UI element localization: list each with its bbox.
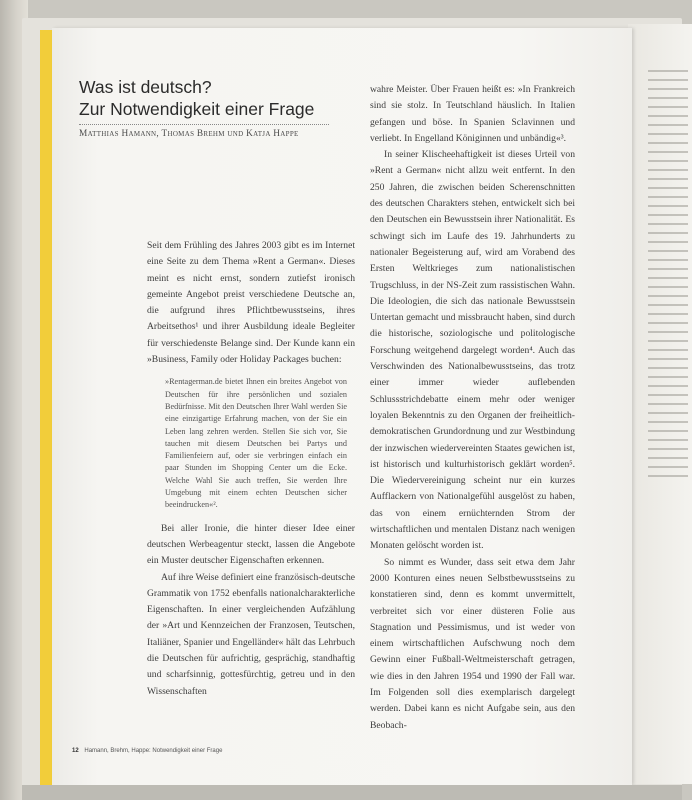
paragraph: In seiner Klischeehaftigkeit ist dieses Urteil von »Rent a German« nicht allzu weit entfernt. In den 250 Jahren, die zwischen beiden Scherenschnitten des deutschen Charakters stehen, entwickelt sich bei den Deutschen ein Bewusstsein ihrer Nationalität. Es schwingt sich im Laufe des 19. Jahrhunderts zu nationaler Begeisterung auf, wird am Vorabend des Ersten Weltkrieges zum nationalistischen Trugschluss, in der NS-Zeit zum rassistischen Wahn. Die Ideologien, die sich das nationale Bewusstsein Untertan gemacht und missbraucht haben, sind durch die historische, soziologische und politologische Forschung weitgehend dargelegt worden⁴. Auch das Verschwinden des Nationalbewusstseins, das trotz einer immer wieder auflebenden Schlussstrichdebatte einem mehr oder weniger loyalen Bekenntnis zu den Organen der freiheitlich-demokratischen Grundordnung und zur Westbindung der inzwischen wiedervereinten Staates gewichen ist, ist historisch und kulturhistorisch geklärt worden⁵. Die Wiedervereinigung scheint nur ein kurzes Aufflackern von Nationalgefühl ausgelöst zu haben, das von einem ernüchternden Strom der wirtschaftlichen und mentalen Distanz nach wenigen Monaten gelöscht worden ist. <box>370 149 575 552</box>
yellow-bookmark-strip <box>40 30 52 785</box>
facing-page-edge <box>628 24 692 784</box>
paragraph: Bei aller Ironie, die hinter dieser Idee einer deutschen Werbeagentur steckt, lassen die Angebote ein Muster deutscher Eigenschaften erkennen. <box>147 522 355 567</box>
paragraph: wahre Meister. Über Frauen heißt es: »In Frankreich sind sie stolz. In Teutschland häuslich. In Italien gefangen und böse. In Spanien Sclavinnen und verliebt. In Engelland Königinnen und unbändig«³. <box>370 84 575 144</box>
page-number: 12 <box>72 748 79 754</box>
page-footer <box>72 748 222 754</box>
book-bottom-edge <box>22 785 682 800</box>
left-column <box>147 238 355 700</box>
book-page <box>52 28 632 785</box>
block-quote: »Rentagerman.de bietet Ihnen ein breites Angebot von Deutschen für ihre persönlichen und sozialen Bedürfnisse. Mit den Deutschen Ihrer Wahl werden Sie eine einzigartige Erfahrung machen, von der Sie ein Leben lang zehren werden. Stellen Sie sich vor, Sie tauchen mit diesem Deutschen bei Partys und Familienfeiern auf, oder sie verbringen einfach ein paar Stunden im Shopping Center um die Ecke. Welche Wahl Sie auch treffen, Sie werden Ihre Umgebung mit einem echten Deutschen sicher beeindrucken«². <box>165 377 347 510</box>
article-title <box>79 76 314 120</box>
title-line-2: Zur Notwendigkeit einer Frage <box>79 99 315 119</box>
running-head: Hamann, Brehm, Happe: Notwendigkeit einer Frage <box>84 748 223 754</box>
intro-paragraph: Seit dem Frühling des Jahres 2003 gibt es im Internet eine Seite zu dem Thema »Rent a German«. Dieses meint es nicht ernst, sondern zutiefst ironisch gemeinte Angebot preist verschiedene Deutsche an, die aufgrund ihres Pflichtbewusstseins, ihres Arbeitsethos¹ und ihrer Ausbildung ideale Begleiter für verschiedenste Belange sind. Der Kunde kann ein »Business, Family oder Holiday Packages buchen: <box>147 240 355 366</box>
title-line-1: Was ist deutsch? <box>79 77 212 97</box>
paragraph: So nimmt es Wunder, dass seit etwa dem Jahr 2000 Konturen eines neuen Selbstbewusstseins zu konstatieren sind, denn es kommt unvermittelt, verbreitet sich vor einer düsteren Folie aus Stagnation und Pessimismus, und ist weder von einem wirtschaftlichen Aufschwung noch dem Gewinn einer Fußball-Weltmeisterschaft getragen, wie dies in den Jahren 1954 und 1990 der Fall war. Im Folgenden soll dies exemplarisch dargelegt werden. Dabei kann es nicht Aufgabe sein, aus den Beobach- <box>370 556 575 731</box>
article-authors: Matthias Hamann, Thomas Brehm und Katja Happe <box>79 124 329 139</box>
right-column <box>370 82 575 734</box>
paragraph: Auf ihre Weise definiert eine französisch-deutsche Grammatik von 1752 ebenfalls nationalcharakterliche Eigenschaften. In einer vergleichenden Aufzählung der »Art und Kennzeichen der Franzosen, Teutschen, Italiäner, Spanier und Engelländer« hält das Lehrbuch die Deutschen für aufrichtig, gesprächig, standhaftig und scharfsinnig, gottesfürchtig, getreu und in den Wissenschaften <box>147 571 355 697</box>
